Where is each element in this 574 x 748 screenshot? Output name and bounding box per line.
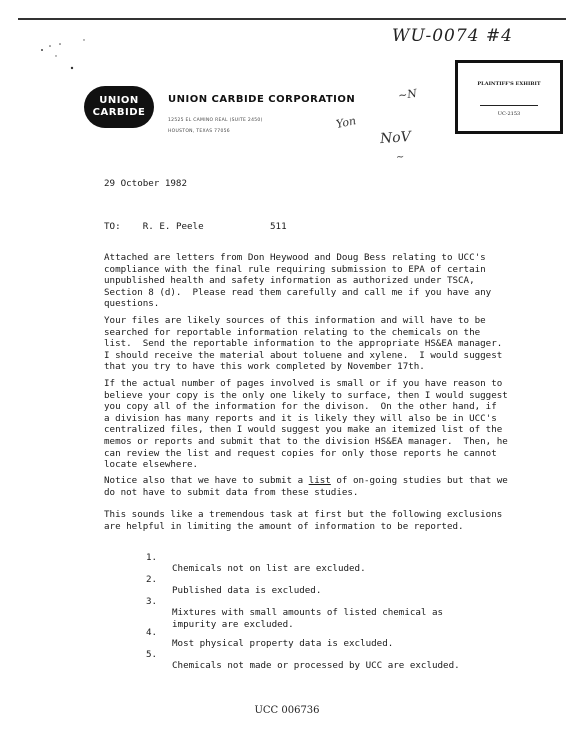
- paragraph-4-text: of on-going studies but that we: [330, 475, 508, 486]
- top-rule: [18, 18, 566, 20]
- handwritten-scribble: Yon: [334, 114, 358, 131]
- exhibit-title: PLAINTIFF'S EXHIBIT: [477, 81, 541, 87]
- exhibit-code: UC-2153: [497, 111, 521, 117]
- paragraph-5: This sounds like a tremendous task at first but the following exclusions are helpful in limiting the amount of information to be reported.: [104, 509, 503, 532]
- memo-recipient-line: [104, 221, 287, 233]
- list-number: 5.: [146, 648, 158, 660]
- list-text: Most physical property data is excluded.: [172, 638, 394, 650]
- paragraph-1: Attached are letters from Don Heywood and Doug Bess relating to UCC's compliance with the final rule requiring submission to EPA of certain unpublished health and safety information as authorized under TSCA, Section 8 (d). Please read them carefully and call me if you have any questions.: [104, 252, 492, 310]
- union-carbide-logo: [84, 86, 154, 128]
- paragraph-2: Your files are likely sources of this information and will have to be searched for reportable information relating to the chemicals on the list. Send the reportable information to the appropriate HS&EA manager. I should receive the material about toluene and xylene. I would suggest that you try to have this work completed by November 17th.: [104, 315, 503, 373]
- list-text: Published data is excluded.: [172, 585, 322, 597]
- list-number: 3.: [146, 595, 158, 607]
- list-text: Chemicals not on list are excluded.: [172, 563, 366, 575]
- paragraph-4: [104, 475, 508, 498]
- paragraph-3: If the actual number of pages involved is small or if you have reason to believe your copy is the only one likely to surface, then I would suggest you copy all of the information for the divison. On the other hand, if a division has many reports and it is likely they will also be in UCC's centralized files, then I would suggest you make an itemized list of the memos or reports and submit that to the division HS&EA manager. Then, he can review the list and request copies for only those reports he cannot locate elsewhere.: [104, 378, 508, 471]
- underlined-list-word: list: [308, 475, 331, 486]
- handwritten-scribble: NoV: [379, 128, 412, 148]
- list-text: Mixtures with small amounts of listed chemical as impurity are excluded.: [172, 607, 444, 630]
- speck-marks: [36, 36, 96, 76]
- paragraph-4-text: Notice also that we have to submit a: [104, 475, 309, 486]
- to-label: TO:: [104, 221, 121, 232]
- address-line-1: 12525 EL CAMINO REAL (SUITE 2450): [168, 118, 263, 123]
- list-number: 1.: [146, 551, 158, 563]
- logo-line-1: UNION: [99, 95, 139, 106]
- list-number: 2.: [146, 573, 158, 585]
- exhibit-line: [480, 105, 538, 106]
- handwritten-exhibit-number: WU-0074 #4: [392, 26, 513, 46]
- memo-date: 29 October 1982: [104, 178, 187, 189]
- corporation-name: UNION CARBIDE CORPORATION: [168, 94, 356, 105]
- recipient-name: R. E. Peele: [142, 221, 204, 232]
- list-number: 4.: [146, 626, 158, 638]
- plaintiff-exhibit-stamp: [455, 60, 563, 134]
- address-line-2: HOUSTON, TEXAS 77056: [168, 129, 230, 134]
- list-text: Chemicals not made or processed by UCC are excluded.: [172, 660, 460, 672]
- handwritten-scribble: ~N: [397, 86, 418, 103]
- bates-number: UCC 006736: [254, 705, 320, 716]
- recipient-number: 511: [270, 221, 287, 232]
- logo-line-2: CARBIDE: [92, 107, 146, 118]
- paragraph-4-text: do not have to submit data from these studies.: [104, 486, 359, 498]
- handwritten-scribble: ~: [395, 151, 405, 164]
